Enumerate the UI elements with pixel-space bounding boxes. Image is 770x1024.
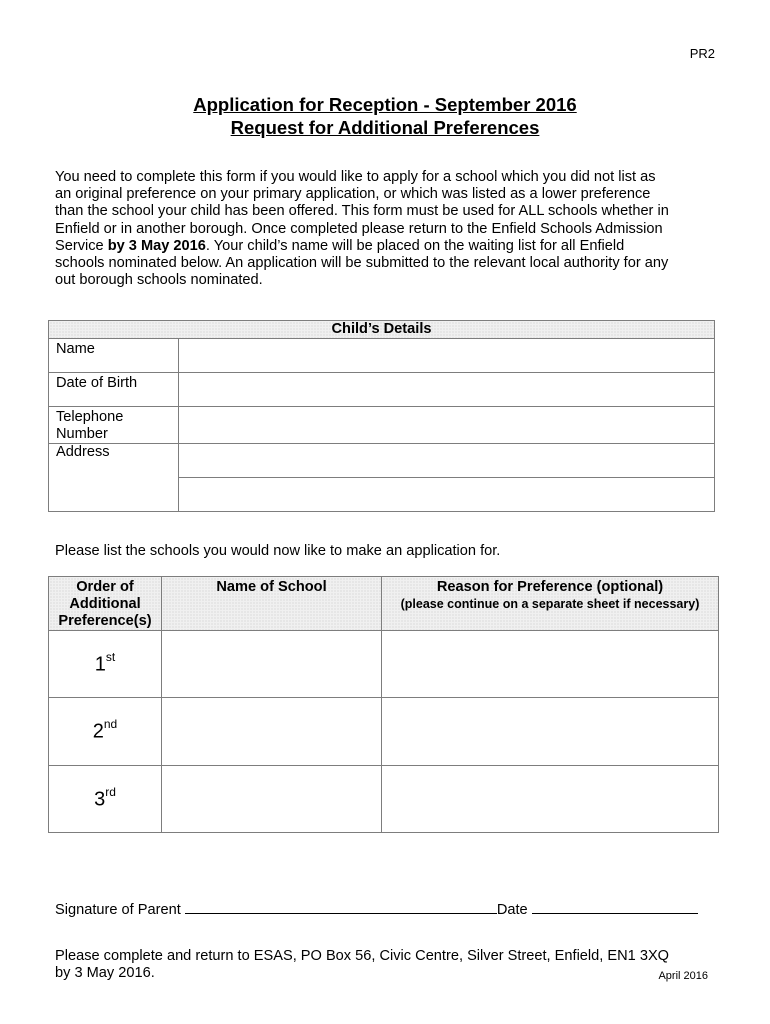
reason-column-header: [382, 577, 719, 631]
preference-order: [49, 631, 162, 698]
address-field-line-1[interactable]: [179, 444, 715, 478]
child-details-heading: Child’s Details: [49, 321, 715, 339]
preferences-table: [48, 576, 719, 833]
telephone-label-line-1: Telephone: [56, 409, 124, 425]
reason-header-title: Reason for Preference (optional): [436, 579, 664, 595]
order-suffix: nd: [103, 717, 118, 732]
dob-label: Date of Birth: [49, 373, 179, 407]
intro-line: out borough schools nominated.: [55, 272, 263, 289]
telephone-label-line-2: Number: [56, 426, 108, 442]
address-label: Address: [49, 444, 179, 512]
reason-field[interactable]: [382, 698, 719, 766]
address-field-line-2[interactable]: [179, 478, 715, 512]
intro-line: [55, 238, 725, 255]
order-number: 3: [94, 788, 106, 811]
intro-line: schools nominated below. An application will be submitted to the relevant local authority for any: [55, 255, 669, 272]
signature-label: Signature of Parent: [55, 902, 181, 918]
intro-text: . Your child’s name will be placed on the waiting list for all Enfield: [205, 237, 625, 254]
page-title: [0, 93, 770, 139]
school-name-field[interactable]: [162, 766, 382, 833]
footer-date: April 2016: [658, 970, 708, 982]
child-details-table: [48, 320, 715, 512]
preference-row: [49, 698, 719, 766]
school-name-field[interactable]: [162, 698, 382, 766]
reason-field[interactable]: [382, 631, 719, 698]
form-reference-code: PR2: [689, 46, 715, 61]
reason-header-note: (please continue on a separate sheet if necessary): [400, 597, 700, 611]
intro-line: than the school your child has been offered. This form must be used for ALL schools whether in: [55, 203, 669, 220]
footer-line: by 3 May 2016.: [55, 965, 155, 981]
order-header-line: Order of: [76, 579, 134, 595]
order-number: 2: [92, 720, 104, 743]
order-number: 1: [94, 653, 106, 676]
preference-row: [49, 631, 719, 698]
telephone-label: [49, 407, 179, 444]
order-header-line: Additional: [69, 596, 141, 612]
title-line-2: Request for Additional Preferences: [230, 117, 540, 138]
footer-line: Please complete and return to ESAS, PO Box 56, Civic Centre, Silver Street, Enfield, EN1 3XQ: [55, 948, 670, 964]
school-name-field[interactable]: [162, 631, 382, 698]
order-suffix: rd: [105, 784, 116, 799]
name-field[interactable]: [179, 339, 715, 373]
name-label: Name: [49, 339, 179, 373]
title-line-1: Application for Reception - September 2016: [193, 94, 577, 115]
intro-paragraph: [55, 169, 725, 289]
order-column-header: [49, 577, 162, 631]
intro-line: an original preference on your primary application, or which was listed as a lower preference: [55, 186, 651, 203]
preference-order: [49, 766, 162, 833]
intro-text: Service: [55, 237, 108, 254]
dob-field[interactable]: [179, 373, 715, 407]
deadline-text: by 3 May 2016: [107, 237, 206, 254]
order-suffix: st: [105, 649, 116, 664]
signature-field[interactable]: [185, 899, 497, 914]
school-column-header: Name of School: [162, 577, 382, 631]
date-label: Date: [496, 902, 528, 918]
return-instructions: [55, 948, 715, 982]
preference-row: [49, 766, 719, 833]
reason-field[interactable]: [382, 766, 719, 833]
schools-list-intro: Please list the schools you would now like to make an application for.: [55, 543, 501, 559]
order-header-line: Preference(s): [58, 613, 152, 629]
intro-line: Enfield or in another borough. Once completed please return to the Enfield Schools Admission: [55, 220, 663, 237]
preference-order: [49, 698, 162, 766]
date-field[interactable]: [532, 899, 698, 914]
intro-line: You need to complete this form if you would like to apply for a school which you did not list as: [55, 169, 656, 185]
signature-row: [55, 899, 698, 918]
telephone-field[interactable]: [179, 407, 715, 444]
